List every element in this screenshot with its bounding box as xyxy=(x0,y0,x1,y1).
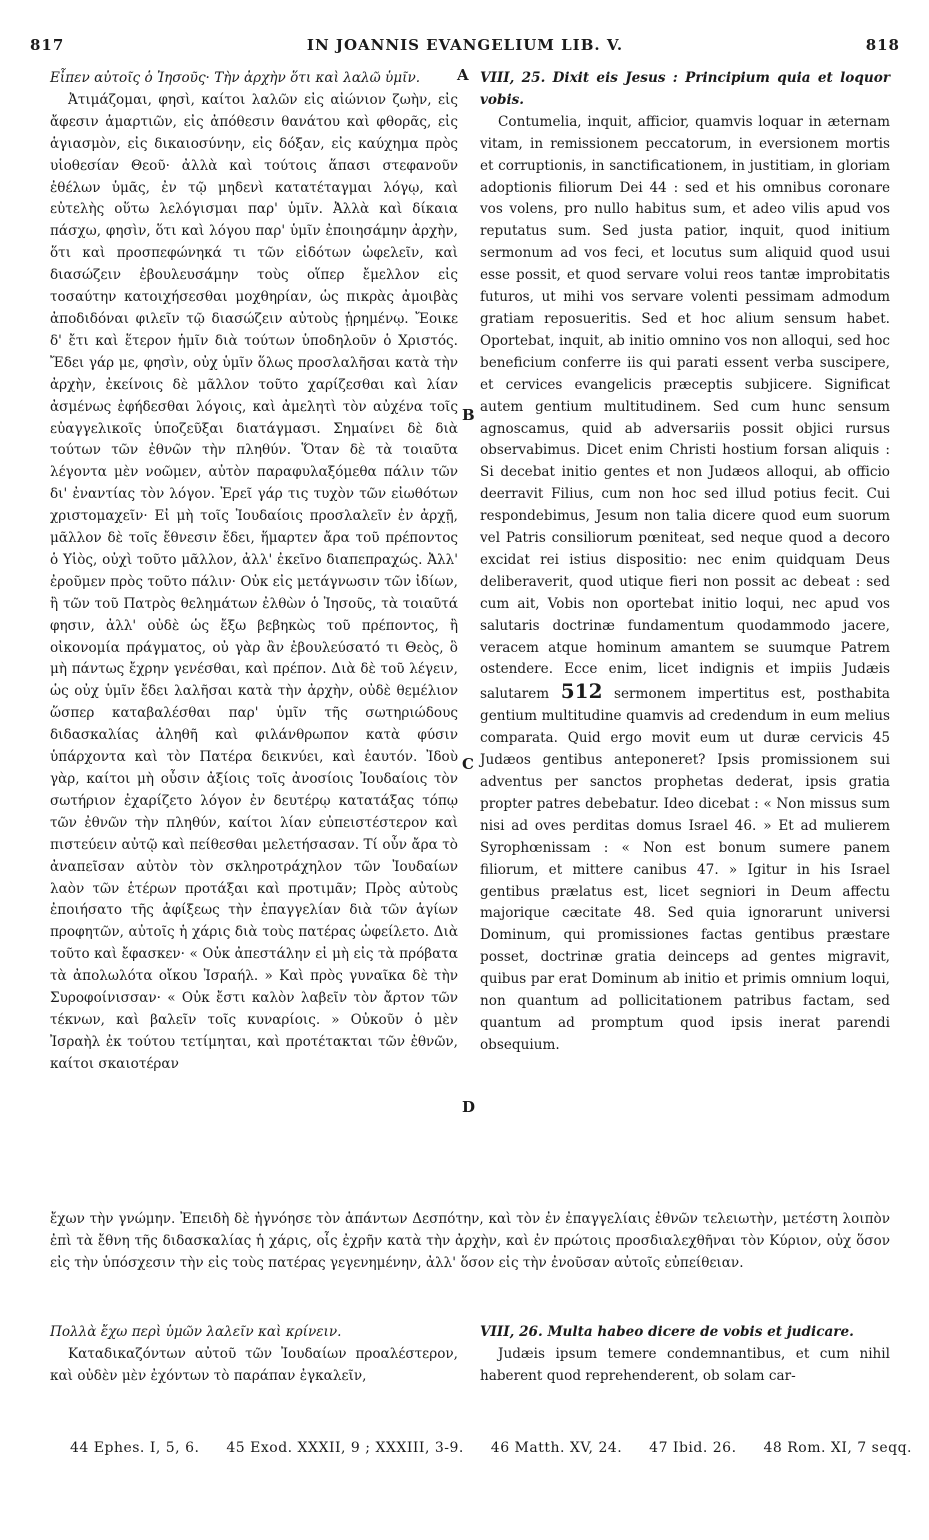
greek-paragraph: Ἀτιμάζομαι, φησὶ, καίτοι λαλῶν εἰς αἰώνιον ζωὴν, εἰς ἄφεσιν ἁμαρτιῶν, εἰς ἀπόθεσιν θανάτου καὶ φθορᾶς, εἰς ἁγιασμὸν, εἰς δικαιοσύνην, εἰς δόξαν, εἰς καύχημα πρὸς υἱοθεσίαν Θεοῦ· ἀλλὰ καὶ τούτοις ἅπασι στεφανοῦν ἐθέλων ὑμᾶς, ἐν τῷ μηδενὶ κατατέταγμαι λόγῳ, καὶ εὐτελὴς οὕτω λελόγισμαι παρ' ὑμῖν. Ἀλλὰ καὶ δίκαια πάσχω, φησὶν, ὅτι καὶ λόγου παρ' ὑμῖν ἐποιησάμην ἀρχὴν, ὅτι καὶ προσπεφώνηκά τι τῶν εἰδότων ὠφελεῖν, καὶ διασώζειν ἐβουλευσάμην τοὺς οἵπερ ἔμελλον εἰς τοσαύτην κατοιχήσεσθαι μοχθηρίαν, ὡς πικρὰς ἀμοιβὰς ἀποδιδόναι φιλεῖν τῷ διασώζειν αὐτοὺς ᾑρημένῳ. Ἔοικε δ' ἔτι καὶ ἕτερον ἡμῖν διὰ τούτων ὑποδηλοῦν ὁ Χριστός. Ἔδει γάρ με, φησὶν, οὐχ ὑμῖν ὅλως προσλαλῆσαι κατὰ τὴν ἀρχὴν, ἐκείνοις δὲ μᾶλλον τοῦτο χαρίζεσθαι καὶ λίαν ἀσμένως ἐφήδεσθαι λόγοις, καὶ ἀμελητὶ τὸν αὐχένα τοῖς εὐαγγελικοῖς ὑποζεῦξαι διατάγμασι. Σημαίνει δὲ διὰ τούτων τῶν ἐθνῶν τὴν πληθύν. Ὅταν δὲ τὰ τοιαῦτα λέγοντα μὲν νοῶμεν, αὐτὸν παραφυλαξόμεθα πάλιν τῶν δι' ἐναντίας τὸν λόγον. Ἐρεῖ γάρ τις τυχὸν τῶν εἰωθότων χριστομαχεῖν· Εἰ μὴ τοῖς Ἰουδαίοις προσλαλεῖν ἐν ἀρχῇ, μᾶλλον δὲ τοῖς ἔθνεσιν ἔδει, ἥμαρτεν ἄρα τοῦ πρέποντος ὁ Υἱὸς, οὐχὶ τοῦτο μᾶλλον, ἀλλ' ἐκεῖνο διαπεπραχώς. Ἀλλ' ἐροῦμεν πρὸς τοῦτο πάλιν· Οὐκ εἰς μετάγνωσιν τῶν ἰδίων, ἢ τῶν τοῦ Πατρὸς θελημάτων ἐλθὼν ὁ Ἰησοῦς, τὰ τοιαῦτά φησιν, ἀλλ' οὐδὲ ὡς ἔξω βεβηκὼς τοῦ πρέποντος, ἢ οἰκονομία πράγματος, οὐ γὰρ ἂν ἐβουλεύσατό τι Θεὸς, ὃ μὴ πάντως ἔχρην γενέσθαι, καὶ πρέπον. Διὰ δὲ τοῦ λέγειν, ὡς οὐχ ὑμῖν ἔδει λαλῆσαι κατὰ τὴν ἀρχὴν, οὐδὲ θεμέλιον ὥσπερ καταβαλέσθαι παρ' ὑμῖν τῆς σωτηριώδους διδασκαλίας ἀληθῆ καὶ φιλάνθρωπον κατὰ φύσιν ὑπάρχοντα καὶ τὸν Πατέρα δεικνύει, καὶ ἑαυτόν. Ἰδοὺ γὰρ, καίτοι μὴ οὖσιν ἀξίοις τοῖς ἀνοσίοις Ἰουδαίοις τὸν σωτήριον ἐχαρίζετο λόγον ἐν δευτέρῳ κατατάξας τόπῳ τῶν ἐθνῶν τὴν πληθύν, καίτοι λίαν εὐπειστέστερον καὶ πιστεύειν αὐτῷ καὶ πείθεσθαι μελετήσασαν. Τί οὖν ἄρα τὸ ἀναπεῖσαν αὐτὸν τὸν σκληροτράχηλον τῶν Ἰουδαίων λαὸν τῶν ἑτέρων προτάξαι καὶ προτιμᾶν; Πρὸς αὐτοὺς ἐποιήσατο τῆς ἀφίξεως τὴν ἐπαγγελίαν διὰ τῶν ἁγίων προφητῶν, αὐτοῖς ἡ χάρις διὰ τοὺς πατέρας ὠφείλετο. Διὰ τοῦτο καὶ ἔφασκεν· « Οὐκ ἀπεστάλην εἰ μὴ εἰς τὰ πρόβατα τὰ ἀπολωλότα οἴκου Ἰσραήλ. » Καὶ πρὸς γυναῖκα δὲ τὴν Συροφοίνισσαν· « Οὐκ ἔστι καλὸν λαβεῖν τὸν ἄρτον τῶν τέκνων, καὶ βαλεῖν τοῖς κυναρίοις. » Οὐκοῦν ὁ μὲν Ἰσραὴλ ἐκ τούτου τετίμηται, καὶ προτέτακται τῶν ἐθνῶν, καίτοι σκαιοτέραν xyxy=(50,91,458,1072)
latin-column xyxy=(480,68,890,1057)
greek-column xyxy=(50,68,458,1076)
greek-paragraph-2: Καταδικαζόντων αὐτοῦ τῶν Ἰουδαίων προαλέστερον, καὶ οὐδὲν μὲν ἐχόντων τὸ παράπαν ἐγκαλεῖν, xyxy=(50,1345,458,1384)
latin-paragraph xyxy=(480,112,890,1057)
greek-lemma-2: Πολλὰ ἔχω περὶ ὑμῶν λαλεῖν καὶ κρίνειν. xyxy=(50,1324,342,1340)
running-header xyxy=(30,36,900,60)
latin-paragraph-part-2: sermonem impertitus est, posthabita gentium multitudine quamvis ad credendum in eum melius comparata. Quid ergo movit eum ut duræ cervicis 45 Judæos gentibus anteponeret? Ipsis promissionem sui adventus per sanctos prophetas dederat, ipsis gratia propter patres debebatur. Ideo dicebat : « Non missus sum nisi ad oves perditas domus Israel 46. » Et ad mulierem Syrophœnissam : « Non est bonum sumere panem filiorum, et mittere canibus 47. » Igitur in his Israel gentibus prælatus est, licet segniori in Deum affectu majorique cæcitate 48. Sed quia ignorarunt universi Dominum, qui promissiones factas gentibus præstare posset, doctrinæ gratia deinceps ad gentes migravit, quibus par erat Dominum ab initio et primis omnium loqui, non quantum ad pollicitationem patribus factam, sed quantum ad promptum quod ipsis inerat parendi obsequium. xyxy=(480,686,891,1053)
section-marker-a: A xyxy=(457,66,469,84)
latin-lemma-2: VIII, 26. Multa habeo dicere de vobis et judicare. xyxy=(480,1324,854,1340)
greek-full-width-text: ἔχων τὴν γνώμην. Ἐπειδὴ δὲ ἠγνόησε τὸν ἁπάντων Δεσπότην, καὶ τὸν ἐν ἐπαγγελίαις ἐθνῶν τελειωτὴν, μετέστη λοιπὸν ἐπὶ τὰ ἔθνη τῆς διδασκαλίας ἡ χάρις, οἷς ἐχρῆν κατὰ τὴν ἀρχὴν, καὶ ἐν πρώτοις προσδιαλεχθῆναι τὸν Κύριον, οὐχ ὅσον εἰς τὴν ὑπόσχεσιν τὴν εἰς τοὺς πατέρας γεγενημένην, ἀλλ' ὅσον εἰς τὴν ἐνοῦσαν αὐτοῖς εὐπείθειαν. xyxy=(50,1211,890,1271)
section-marker-d: D xyxy=(462,1098,476,1116)
footnotes xyxy=(70,1440,913,1456)
section-marker-c: C xyxy=(462,755,474,773)
footnote-45: 45 Exod. XXXII, 9 ; XXXIII, 3-9. xyxy=(226,1440,464,1456)
latin-bottom-column xyxy=(480,1322,890,1388)
footnote-44: 44 Ephes. I, 5, 6. xyxy=(70,1440,200,1456)
footnote-46: 46 Matth. XV, 24. xyxy=(490,1440,623,1456)
right-page-number: 818 xyxy=(865,36,900,54)
latin-paragraph-2: Judæis ipsum temere condemnantibus, et cum nihil haberent quod reprehenderent, ob solam car- xyxy=(480,1345,890,1384)
section-marker-b: B xyxy=(462,406,475,424)
left-page-number: 817 xyxy=(30,36,65,54)
footnote-47: 47 Ibid. 26. xyxy=(649,1440,737,1456)
greek-lemma: Εἶπεν αὐτοῖς ὁ Ἰησοῦς· Τὴν ἀρχὴν ὅτι καὶ λαλῶ ὑμῖν. xyxy=(50,70,421,86)
running-title: IN JOANNIS EVANGELIUM LIB. V. xyxy=(306,36,624,54)
column-number: 512 xyxy=(560,679,603,704)
latin-paragraph-part-1: Contumelia, inquit, afficior, quamvis loquar in æternam vitam, in remissionem peccatorum, in eversionem mortis et corruptionis, in sanctificationem, in justitiam, in gloriam adoptionis filiorum Dei 44 : sed et his omnibus coronare vos volens, pro nullo habitus sum, et adeo vilis apud vos reputatus sum. Sed justa patior, inquit, quod initium sermonum ad vos feci, et locutus sum aliquid quod usui esse possit, et quod servare volui reos tantæ improbitatis futuros, ut mihi vos servare volenti pessimam admodum gratiam reposueritis. Sed et hoc alium sensum habet. Oportebat, inquit, ab initio omnino vos non alloqui, sed hoc beneficium conferre iis qui parati essent verba suscipere, et cervices evangelicis præceptis subjicere. Significat autem gentium multitudinem. Sed cum hunc sensum agnoscamus, quid ab adversariis possit objici rursus observabimus. Dicet enim Christi hostium forsan aliquis : Si decebat initio gentes et non Judæos alloqui, ab officio deerravit Filius, cum non hoc sed illud potius fecit. Cui respondebimus, Jesum non talia dicere quod eum suorum vel Patris consiliorum pœniteat, sed neque quod a decoro excidat rei istius dispositio: nec enim quidquam Deus deliberaverit, quod utique fieri non possit ac debeat : sed cum ait, Vobis non oportebat initio loqui, nec apud vos salutaris doctrinæ fundamentum quodammodo jacere, veracem atque hominum amantem se suumque Patrem ostendere. Ecce enim, licet indignis et impiis Judæis salutarem xyxy=(480,113,890,703)
footnote-48: 48 Rom. XI, 7 seqq. xyxy=(763,1440,913,1456)
latin-lemma: VIII, 25. Dixit eis Jesus : Principium quia et loquor vobis. xyxy=(480,70,890,108)
greek-bottom-column xyxy=(50,1322,458,1388)
